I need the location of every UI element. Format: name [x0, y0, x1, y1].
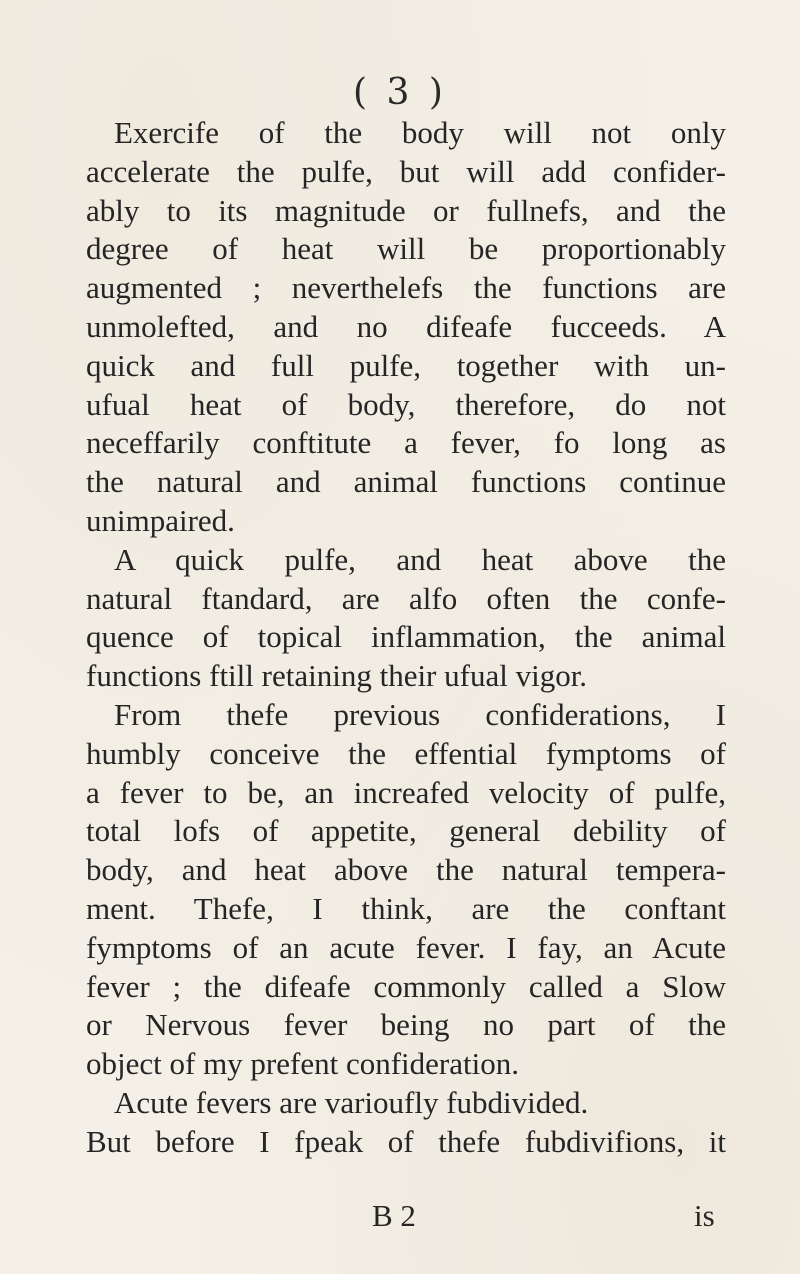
text-line: ufual heat of body, therefore, do not: [86, 386, 726, 422]
text-line: ably to its magnitude or fullnefs, and the: [86, 192, 726, 228]
text-line: a fever to be, an increafed velocity of pulfe,: [86, 774, 726, 810]
body-text: [86, 114, 726, 1162]
text-line: degree of heat will be proportionably: [86, 231, 726, 267]
text-line: functions ftill retaining their ufual vigor.: [86, 658, 588, 694]
signature-mark: B 2: [372, 1198, 416, 1233]
text-line: body, and heat above the natural tempera-: [86, 852, 726, 888]
text-line: unmolefted, and no difeafe fucceeds. A: [86, 308, 726, 344]
text-line: natural ftandard, are alfo often the confe-: [86, 580, 726, 616]
text-line: total lofs of appetite, general debility of: [86, 813, 726, 849]
page-number: ( 3 ): [353, 72, 447, 113]
text-line: fymptoms of an acute fever. I fay, an Acute: [86, 929, 726, 965]
text-line: unimpaired.: [86, 502, 235, 538]
text-line: humbly conceive the effential fymptoms of: [86, 735, 726, 771]
text-line: or Nervous fever being no part of the: [86, 1007, 726, 1043]
text-line: fever ; the difeafe commonly called a Slow: [86, 968, 726, 1004]
text-line: accelerate the pulfe, but will add confider-: [86, 153, 726, 189]
text-line: From thefe previous confiderations, I: [114, 696, 726, 732]
text-line: But before I fpeak of thefe fubdivifions, it: [86, 1123, 726, 1159]
text-line: the natural and animal functions continue: [86, 464, 726, 500]
text-line: quick and full pulfe, together with un-: [86, 347, 726, 383]
text-line: quence of topical inflammation, the animal: [86, 619, 726, 655]
catchline: [0, 1198, 800, 1238]
catchword: is: [694, 1198, 715, 1233]
text-line: Exercife of the body will not only: [114, 115, 726, 150]
text-line: object of my prefent confideration.: [86, 1046, 519, 1082]
text-line: neceffarily conftitute a fever, fo long as: [86, 425, 726, 461]
text-line: Acute fevers are varioufly fubdivided.: [114, 1084, 589, 1120]
text-line: ment. Thefe, I think, are the conftant: [86, 890, 726, 926]
text-line: A quick pulfe, and heat above the: [114, 541, 726, 577]
text-line: augmented ; neverthelefs the functions are: [86, 270, 726, 306]
